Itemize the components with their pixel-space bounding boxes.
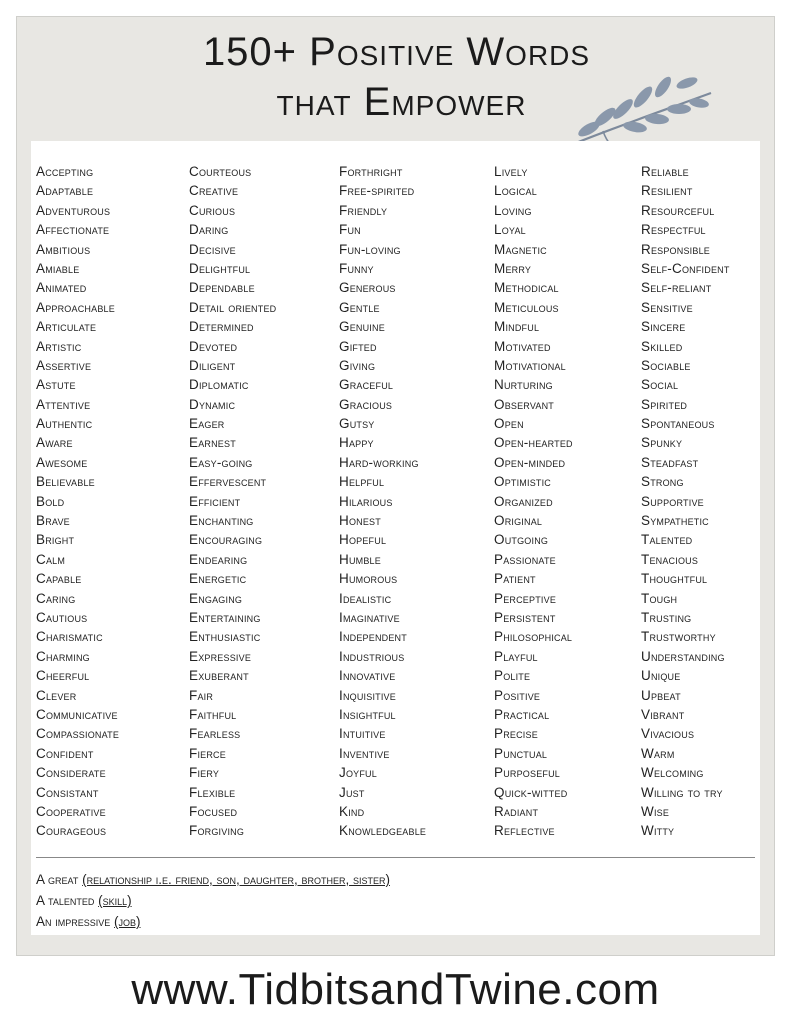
word-item: Awesome	[36, 454, 88, 470]
word-item: Enthusiastic	[189, 629, 261, 645]
word-item: Fiery	[189, 765, 220, 781]
word-item: Humorous	[339, 571, 398, 587]
word-item: Outgoing	[494, 532, 549, 548]
word-item: Upbeat	[641, 687, 681, 703]
word-item: Hard-working	[339, 454, 419, 470]
word-item: Delightful	[189, 260, 251, 276]
word-item: Amiable	[36, 260, 80, 276]
word-item: Engaging	[189, 590, 243, 606]
word-item: Fearless	[189, 726, 241, 742]
word-item: Curious	[189, 202, 236, 218]
word-item: Adaptable	[36, 183, 94, 199]
word-item: Graceful	[339, 377, 394, 393]
word-item: Warm	[641, 745, 675, 761]
word-item: Bold	[36, 493, 65, 509]
word-item: Sensitive	[641, 299, 693, 315]
word-item: Reflective	[494, 823, 555, 839]
word-item: Independent	[339, 629, 407, 645]
word-item: Believable	[36, 474, 95, 490]
word-item: Gifted	[339, 338, 377, 354]
word-item: Communicative	[36, 706, 118, 722]
word-item: Steadfast	[641, 454, 699, 470]
word-item: Detail oriented	[189, 299, 277, 315]
word-item: Earnest	[189, 435, 236, 451]
word-item: Motivated	[494, 338, 551, 354]
word-item: Mindful	[494, 319, 540, 335]
word-item: Capable	[36, 571, 82, 587]
word-item: Philosophical	[494, 629, 573, 645]
word-item: Unique	[641, 668, 681, 684]
word-item: Merry	[494, 260, 532, 276]
word-item: Determined	[189, 319, 254, 335]
note-blank: (job)	[114, 914, 141, 929]
word-item: Quick-witted	[494, 784, 568, 800]
word-item: Gracious	[339, 396, 393, 412]
note-line: A great (relationship i.e. friend, son, daughter, brother, sister)	[36, 872, 390, 887]
word-item: Eager	[189, 416, 225, 432]
word-item: Magnetic	[494, 241, 547, 257]
word-item: Gentle	[339, 299, 380, 315]
word-item: Charming	[36, 648, 90, 664]
word-item: Courageous	[36, 823, 107, 839]
word-item: Daring	[189, 222, 229, 238]
word-item: Logical	[494, 183, 537, 199]
word-item: Honest	[339, 513, 381, 529]
word-item: Social	[641, 377, 679, 393]
word-item: Approachable	[36, 299, 115, 315]
word-item: Creative	[189, 183, 239, 199]
word-item: Polite	[494, 668, 531, 684]
word-item: Playful	[494, 648, 538, 664]
word-list-panel	[31, 141, 760, 935]
word-item: Flexible	[189, 784, 236, 800]
word-item: Courteous	[189, 164, 252, 179]
word-item: Forgiving	[189, 823, 245, 839]
word-item: Calm	[36, 551, 66, 567]
word-item: Authentic	[36, 416, 93, 432]
word-item: Adventurous	[36, 202, 111, 218]
word-item: Observant	[494, 396, 554, 412]
word-item: Original	[494, 513, 543, 529]
word-item: Endearing	[189, 551, 248, 567]
word-item: Meticulous	[494, 299, 559, 315]
word-item: Cooperative	[36, 803, 106, 819]
word-item: Hopeful	[339, 532, 387, 548]
word-item: Knowledgeable	[339, 823, 427, 839]
word-item: Artistic	[36, 338, 82, 354]
word-item: Devoted	[189, 338, 238, 354]
divider	[36, 857, 755, 858]
word-item: Joyful	[339, 765, 377, 781]
word-item: Aware	[36, 435, 73, 451]
word-item: Radiant	[494, 803, 539, 819]
word-item: Compassionate	[36, 726, 120, 742]
word-item: Funny	[339, 260, 374, 276]
word-item: Passionate	[494, 551, 556, 567]
word-item: Idealistic	[339, 590, 392, 606]
word-item: Punctual	[494, 745, 548, 761]
page-frame	[16, 16, 775, 956]
word-item: Entertaining	[189, 609, 261, 625]
word-item: Cheerful	[36, 668, 90, 684]
word-item: Intuitive	[339, 726, 386, 742]
word-item: Willing to try	[641, 784, 723, 800]
word-item: Innovative	[339, 668, 396, 684]
word-item: Responsible	[641, 241, 710, 257]
word-item: Industrious	[339, 648, 405, 664]
word-item: Supportive	[641, 493, 704, 509]
word-column-5	[641, 162, 730, 841]
word-item: Accepting	[36, 164, 94, 179]
word-item: Resourceful	[641, 202, 715, 218]
word-item: Purposeful	[494, 765, 561, 781]
word-item: Charismatic	[36, 629, 103, 645]
word-item: Tough	[641, 590, 678, 606]
word-item: Loyal	[494, 222, 526, 238]
word-item: Wise	[641, 803, 670, 819]
word-item: Self-reliant	[641, 280, 712, 296]
word-item: Welcoming	[641, 765, 704, 781]
word-item: Patient	[494, 571, 536, 587]
word-item: Decisive	[189, 241, 236, 257]
word-item: Positive	[494, 687, 541, 703]
word-item: Persistent	[494, 609, 556, 625]
word-item: Insightful	[339, 706, 396, 722]
word-item: Talented	[641, 532, 693, 548]
word-item: Trustworthy	[641, 629, 716, 645]
word-item: Sympathetic	[641, 513, 709, 529]
word-item: Spunky	[641, 435, 683, 451]
word-item: Easy-going	[189, 454, 253, 470]
word-item: Focused	[189, 803, 238, 819]
word-item: Enchanting	[189, 513, 254, 529]
word-item: Sincere	[641, 319, 686, 335]
word-item: Thoughtful	[641, 571, 708, 587]
word-column-4	[494, 162, 573, 841]
word-item: Vibrant	[641, 706, 685, 722]
word-item: Brave	[36, 513, 70, 529]
website-footer: www.TidbitsandTwine.com	[131, 965, 660, 1014]
word-item: Cautious	[36, 609, 88, 625]
word-item: Gutsy	[339, 416, 375, 432]
word-item: Reliable	[641, 164, 689, 179]
phrase-notes	[36, 869, 390, 932]
word-item: Open	[494, 416, 524, 432]
word-item: Astute	[36, 377, 76, 393]
word-item: Witty	[641, 823, 675, 839]
word-item: Motivational	[494, 357, 566, 373]
word-item: Open-minded	[494, 454, 566, 470]
word-column-3	[339, 162, 426, 841]
word-item: Hilarious	[339, 493, 393, 509]
word-item: Fair	[189, 687, 214, 703]
word-item: Lively	[494, 164, 528, 179]
word-item: Imaginative	[339, 609, 400, 625]
word-item: Respectful	[641, 222, 706, 238]
title-line-1: 150+ Positive Words	[202, 30, 591, 74]
word-column-1	[36, 162, 119, 841]
word-item: Sociable	[641, 357, 691, 373]
word-item: Nurturing	[494, 377, 553, 393]
word-item: Happy	[339, 435, 374, 451]
word-item: Methodical	[494, 280, 559, 296]
note-line: A talented (skill)	[36, 893, 132, 908]
word-item: Perceptive	[494, 590, 557, 606]
word-item: Dependable	[189, 280, 255, 296]
word-item: Strong	[641, 474, 684, 490]
word-item: Exuberant	[189, 668, 249, 684]
word-item: Articulate	[36, 319, 97, 335]
word-item: Kind	[339, 803, 365, 819]
word-item: Organized	[494, 493, 553, 509]
word-item: Assertive	[36, 357, 92, 373]
title-line-2: that Empower	[276, 80, 527, 124]
word-item: Fun	[339, 222, 361, 238]
word-item: Spirited	[641, 396, 688, 412]
word-item: Affectionate	[36, 222, 110, 238]
word-column-2	[189, 162, 276, 841]
word-item: Diligent	[189, 357, 236, 373]
word-item: Resilient	[641, 183, 693, 199]
word-item: Bright	[36, 532, 75, 548]
word-item: Just	[339, 784, 365, 800]
word-item: Humble	[339, 551, 381, 567]
word-item: Tenacious	[641, 551, 699, 567]
word-item: Consistant	[36, 784, 99, 800]
note-line: An impressive (job)	[36, 914, 141, 929]
word-item: Attentive	[36, 396, 91, 412]
word-item: Efficient	[189, 493, 241, 509]
word-item: Confident	[36, 745, 94, 761]
word-item: Free-spirited	[339, 183, 415, 199]
word-item: Inventive	[339, 745, 390, 761]
word-item: Clever	[36, 687, 77, 703]
word-item: Inquisitive	[339, 687, 396, 703]
word-item: Helpful	[339, 474, 385, 490]
word-item: Giving	[339, 357, 376, 373]
word-item: Ambitious	[36, 241, 91, 257]
word-item: Open-hearted	[494, 435, 573, 451]
word-item: Vivacious	[641, 726, 695, 742]
word-item: Fun-loving	[339, 241, 401, 257]
note-blank: (skill)	[98, 893, 132, 908]
word-item: Faithful	[189, 706, 237, 722]
word-item: Encouraging	[189, 532, 263, 548]
word-item: Forthright	[339, 164, 403, 179]
word-item: Self-Confident	[641, 260, 730, 276]
word-item: Caring	[36, 590, 76, 606]
word-item: Effervescent	[189, 474, 267, 490]
word-item: Understanding	[641, 648, 725, 664]
word-item: Fierce	[189, 745, 226, 761]
word-item: Loving	[494, 202, 532, 218]
word-item: Dynamic	[189, 396, 236, 412]
word-item: Precise	[494, 726, 538, 742]
word-item: Considerate	[36, 765, 106, 781]
word-item: Animated	[36, 280, 87, 296]
word-item: Genuine	[339, 319, 385, 335]
word-item: Practical	[494, 706, 550, 722]
word-item: Expressive	[189, 648, 252, 664]
word-item: Energetic	[189, 571, 247, 587]
word-item: Diplomatic	[189, 377, 249, 393]
word-item: Spontaneous	[641, 416, 715, 432]
word-item: Trusting	[641, 609, 692, 625]
word-item: Generous	[339, 280, 396, 296]
word-item: Optimistic	[494, 474, 551, 490]
word-item: Skilled	[641, 338, 683, 354]
word-item: Friendly	[339, 202, 388, 218]
note-blank: (relationship i.e. friend, son, daughter, brother, sister)	[82, 872, 390, 887]
